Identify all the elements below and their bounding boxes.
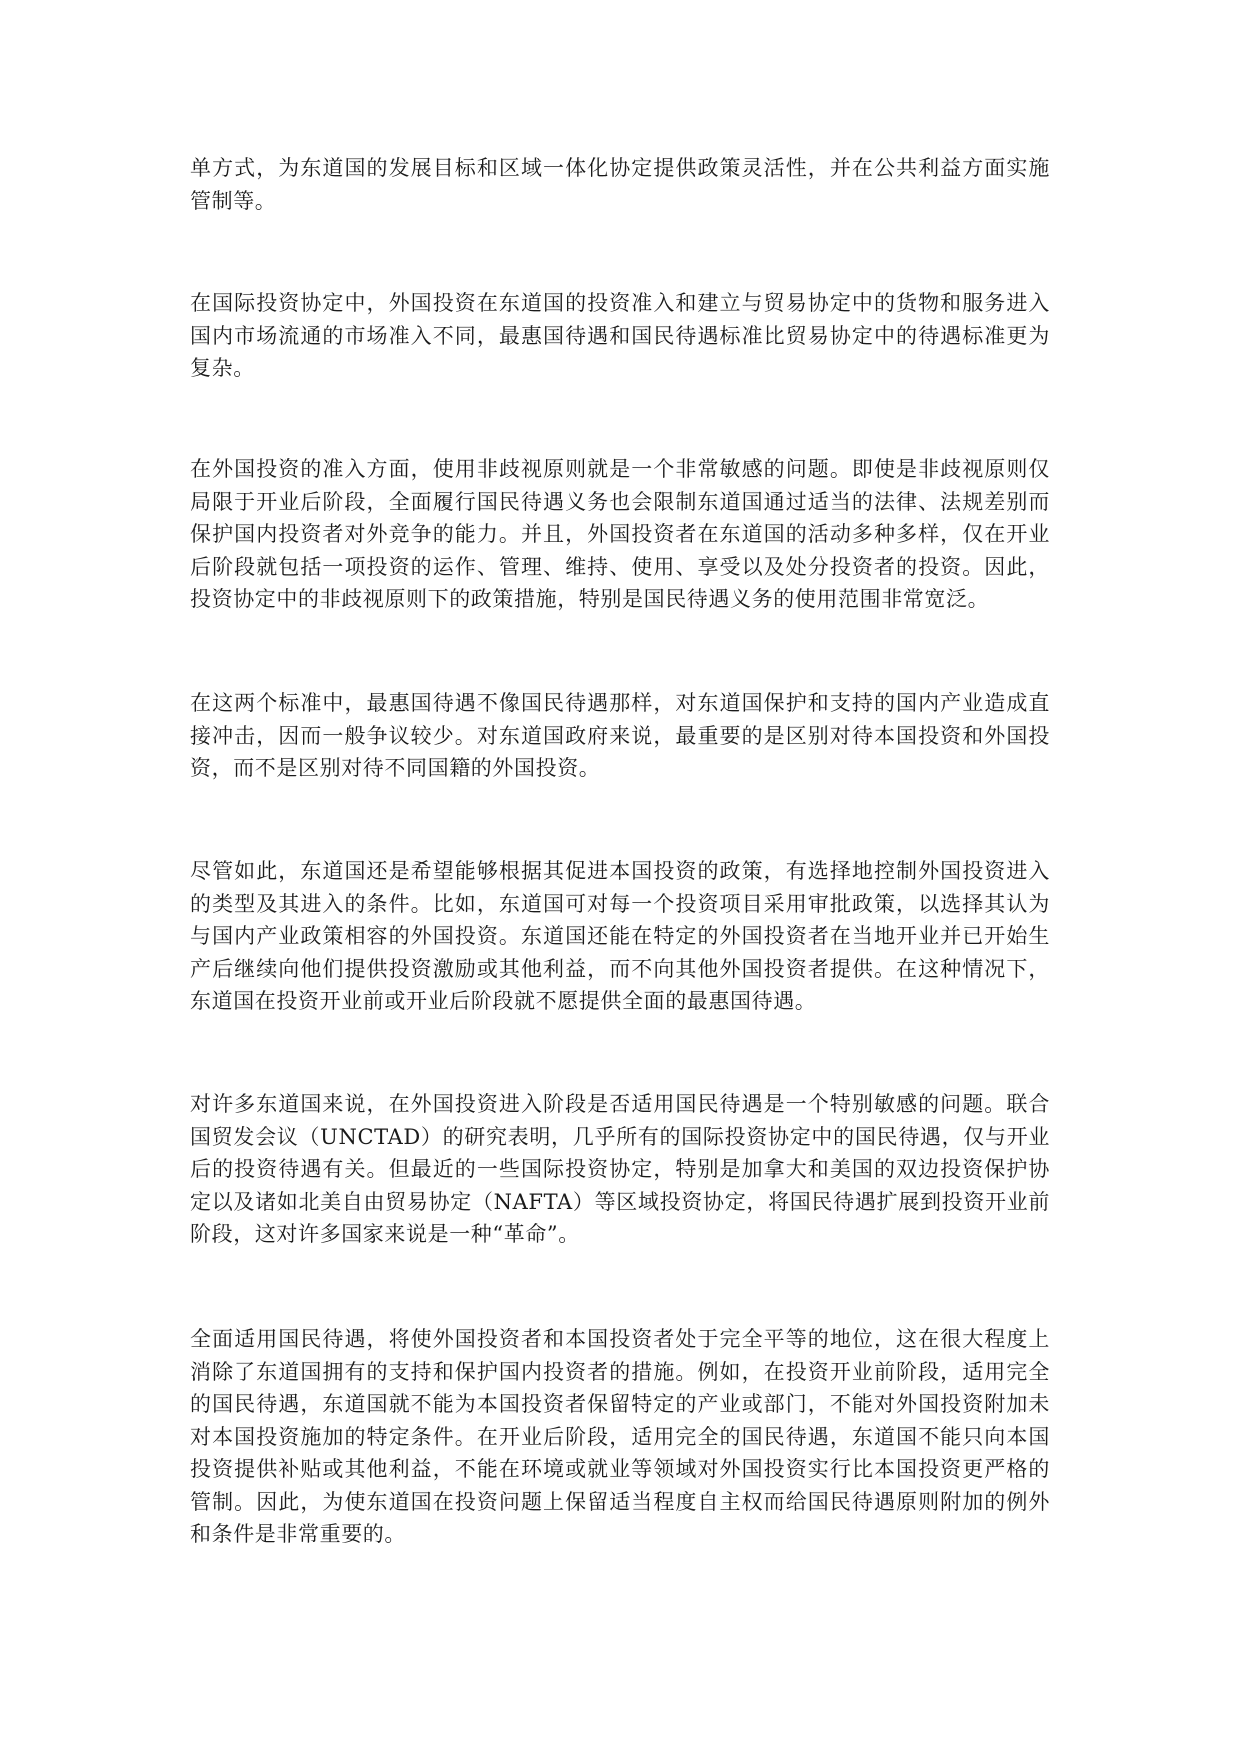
paragraph-line: 国内市场流通的市场准入不同，最惠国待遇和国民待遇标准比贸易协定中的待遇标准更为 <box>190 323 1050 348</box>
paragraph-line: 对本国投资施加的特定条件。在开业后阶段，适用完全的国民待遇，东道国不能只向本国 <box>190 1424 1050 1449</box>
paragraph-line: 的国民待遇，东道国就不能为本国投资者保留特定的产业或部门，不能对外国投资附加未 <box>190 1392 1050 1416</box>
paragraph-line: 接冲击，因而一般争议较少。对东道国政府来说，最重要的是区别对待本国投资和外国投 <box>190 723 1050 748</box>
paragraph-line: 在这两个标准中，最惠国待遇不像国民待遇那样，对东道国保护和支持的国内产业造成直 <box>190 691 1050 715</box>
paragraph-line: 后的投资待遇有关。但最近的一些国际投资协定，特别是加拿大和美国的双边投资保护协 <box>190 1157 1050 1181</box>
paragraph-line: 消除了东道国拥有的支持和保护国内投资者的措施。例如，在投资开业前阶段，适用完全 <box>190 1359 1050 1384</box>
paragraph-line: 在国际投资协定中，外国投资在东道国的投资准入和建立与贸易协定中的货物和服务进入 <box>190 291 1050 315</box>
paragraph-line: 产后继续向他们提供投资激励或其他利益，而不向其他外国投资者提供。在这种情况下， <box>190 956 1050 981</box>
paragraph-line: 阶段，这对许多国家来说是一种“革命”。 <box>190 1222 580 1246</box>
paragraph-line: 资，而不是区别对待不同国籍的外国投资。 <box>190 756 601 780</box>
paragraph-7 <box>190 1323 1050 1551</box>
paragraph-5 <box>190 855 1050 1018</box>
paragraph-line: 保护国内投资者对外竞争的能力。并且，外国投资者在东道国的活动多种多样，仅在开业 <box>190 522 1050 546</box>
paragraph-4 <box>190 687 1050 785</box>
paragraph-line: 管制。因此，为使东道国在投资问题上保留适当程度自主权而给国民待遇原则附加的例外 <box>190 1489 1050 1514</box>
paragraph-line: 的类型及其进入的条件。比如，东道国可对每一个投资项目采用审批政策，以选择其认为 <box>190 891 1050 916</box>
paragraph-line: 后阶段就包括一项投资的运作、管理、维持、使用、享受以及处分投资者的投资。因此， <box>190 554 1050 579</box>
paragraph-line: 投资协定中的非歧视原则下的政策措施，特别是国民待遇义务的使用范围非常宽泛。 <box>190 587 990 611</box>
paragraph-line: 单方式，为东道国的发展目标和区域一体化协定提供政策灵活性，并在公共利益方面实施 <box>190 156 1050 180</box>
paragraph-line: 全面适用国民待遇，将使外国投资者和本国投资者处于完全平等的地位，这在很大程度上 <box>190 1327 1050 1351</box>
paragraph-line: 和条件是非常重要的。 <box>190 1522 406 1546</box>
paragraph-line: 与国内产业政策相容的外国投资。东道国还能在特定的外国投资者在当地开业并已开始生 <box>190 924 1050 948</box>
paragraph-1 <box>190 152 1050 217</box>
paragraph-line: 管制等。 <box>190 188 277 213</box>
paragraph-line: 东道国在投资开业前或开业后阶段就不愿提供全面的最惠国待遇。 <box>190 989 817 1013</box>
paragraph-2 <box>190 287 1050 385</box>
paragraph-6 <box>190 1088 1050 1251</box>
paragraph-line: 国贸发会议（UNCTAD）的研究表明，几乎所有的国际投资协定中的国民待遇，仅与开业 <box>190 1124 1050 1149</box>
paragraph-line: 复杂。 <box>190 356 255 380</box>
paragraph-line: 尽管如此，东道国还是希望能够根据其促进本国投资的政策，有选择地控制外国投资进入 <box>190 859 1050 883</box>
paragraph-line: 局限于开业后阶段，全面履行国民待遇义务也会限制东道国通过适当的法律、法规差别而 <box>190 489 1050 514</box>
paragraph-line: 定以及诸如北美自由贸易协定（NAFTA）等区域投资协定，将国民待遇扩展到投资开业前 <box>190 1189 1050 1214</box>
paragraph-3 <box>190 453 1050 616</box>
paragraph-line: 在外国投资的准入方面，使用非歧视原则就是一个非常敏感的问题。即使是非歧视原则仅 <box>190 457 1050 481</box>
paragraph-line: 投资提供补贴或其他利益，不能在环境或就业等领域对外国投资实行比本国投资更严格的 <box>190 1457 1050 1481</box>
paragraph-line: 对许多东道国来说，在外国投资进入阶段是否适用国民待遇是一个特别敏感的问题。联合 <box>190 1092 1050 1116</box>
